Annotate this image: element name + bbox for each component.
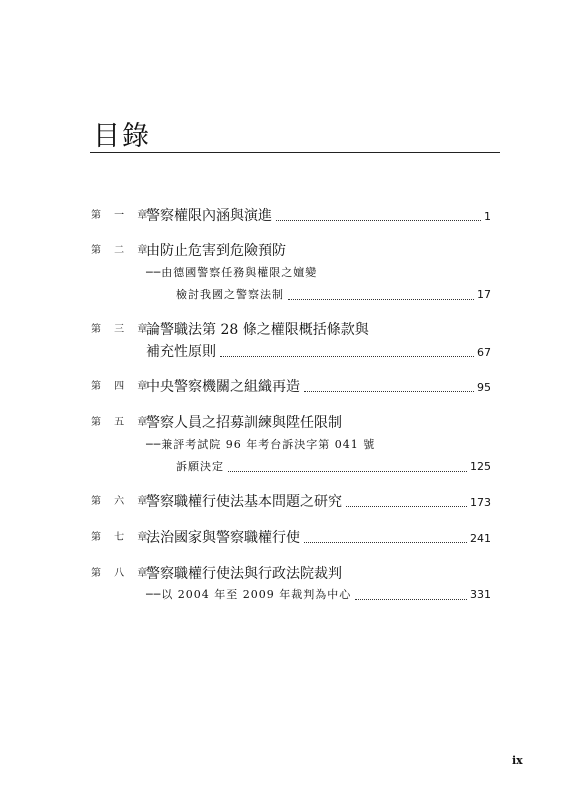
page-number: 331: [470, 588, 491, 601]
page-number: 1: [484, 210, 491, 223]
chapter-label: 第 一 章: [91, 210, 153, 221]
page-number: 95: [477, 381, 491, 394]
folio-page-number: ix: [512, 754, 523, 767]
page-number: 173: [470, 496, 491, 509]
chapter-subtitle: ──由德國警察任務與權限之嬗變: [146, 266, 318, 279]
chapter-title: 警察職權行使法與行政法院裁判: [146, 566, 342, 582]
dot-leader: [220, 356, 474, 357]
chapter-subtitle: 訴願決定: [176, 460, 224, 473]
page-number: 241: [470, 532, 491, 545]
chapter-label: 第 五 章: [91, 417, 153, 428]
chapter-label: 第 七 章: [91, 532, 153, 543]
dot-leader: [304, 391, 474, 392]
chapter-label: 第 二 章: [91, 245, 153, 256]
page-title: 目錄: [93, 121, 151, 152]
page-number: 17: [477, 288, 491, 301]
chapter-title: 由防止危害到危險預防: [146, 243, 286, 259]
dot-leader: [355, 599, 467, 600]
chapter-title: 論警職法第 28 條之權限概括條款與: [146, 322, 369, 338]
chapter-label: 第 四 章: [91, 381, 153, 392]
chapter-label: 第 八 章: [91, 568, 153, 579]
chapter-label: 第 三 章: [91, 324, 153, 335]
title-rule: [90, 152, 500, 153]
dot-leader: [304, 542, 467, 543]
dot-leader: [228, 471, 467, 472]
page-number: 67: [477, 346, 491, 359]
chapter-title: 警察職權行使法基本問題之研究: [146, 494, 342, 510]
chapter-title: 警察人員之招募訓練與陞任限制: [146, 415, 342, 431]
chapter-subtitle: ──兼評考試院 96 年考台訴決字第 041 號: [146, 438, 376, 451]
chapter-title-continued: 補充性原則: [146, 344, 216, 360]
chapter-subtitle: 檢討我國之警察法制: [176, 288, 284, 301]
chapter-title: 中央警察機關之組織再造: [146, 379, 300, 395]
chapter-subtitle: ──以 2004 年至 2009 年裁判為中心: [146, 588, 352, 601]
page-number: 125: [470, 460, 491, 473]
dot-leader: [346, 506, 467, 507]
chapter-title: 警察權限內涵與演進: [146, 208, 272, 224]
dot-leader: [288, 299, 474, 300]
chapter-label: 第 六 章: [91, 496, 153, 507]
dot-leader: [276, 220, 481, 221]
chapter-title: 法治國家與警察職權行使: [146, 530, 300, 546]
